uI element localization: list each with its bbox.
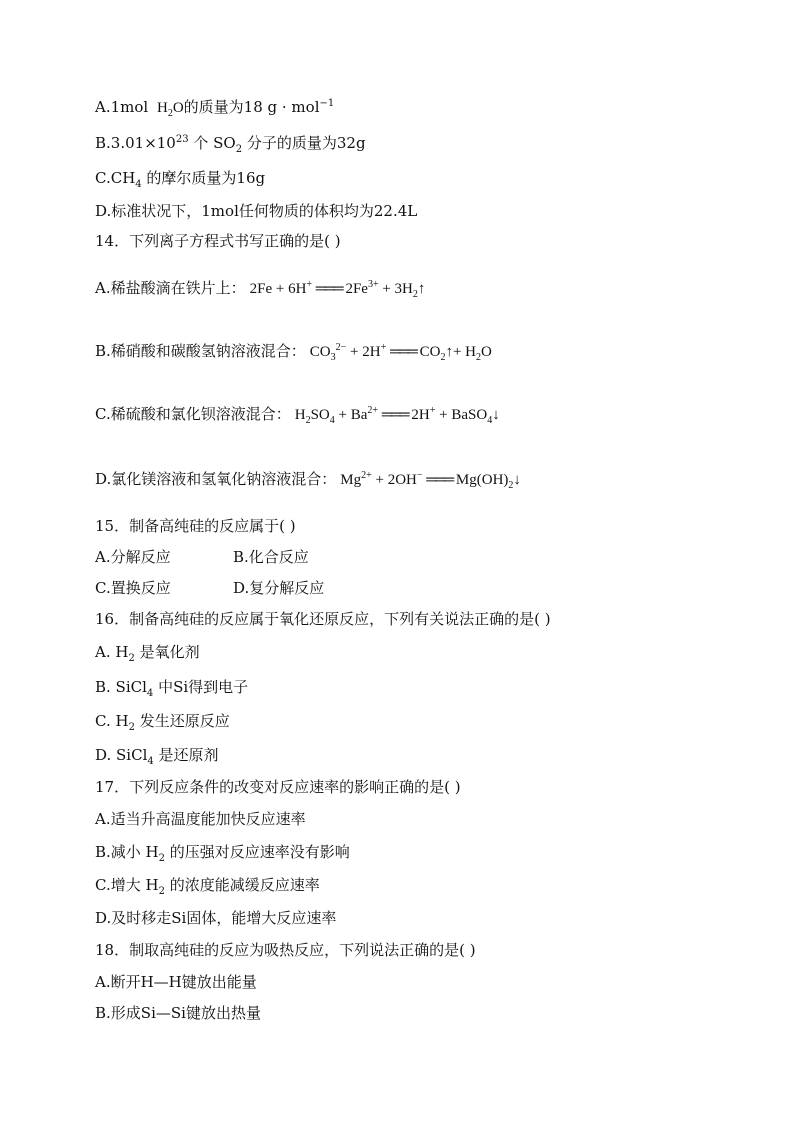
- q15-options-row1: [95, 547, 309, 567]
- q15-option-a: A.分解反应: [95, 548, 171, 566]
- q14-option-d: D.氯化镁溶液和氢氧化钠溶液混合： $Mg^{2+} + 2OH^-$ ═══ $Mg(OH)_2↓$: [95, 470, 521, 491]
- q17-option-b: B.减小 $H_2$ 的压强对反应速率没有影响: [95, 843, 350, 864]
- formula: $H_2SO_4 + Ba^{2+}$ ═══ 2H+ + BaSO$_4$↓: [294, 405, 500, 426]
- q13-option-d: D.标准状况下，1mol任何物质的体积均为22.4L: [95, 202, 418, 220]
- q17-option-c: C.增大 $H_2$ 的浓度能减缓反应速率: [95, 876, 320, 897]
- q16-option-b: B. SiCl$_4$ 中Si得到电子: [95, 678, 249, 699]
- formula: $CO_3^{2-} + 2H^+$ ═══ $CO_2↑+ H_2O$: [309, 342, 492, 363]
- q15-option-d: D.复分解反应: [233, 579, 325, 597]
- q14-stem: 14．下列离子方程式书写正确的是( ): [95, 232, 341, 250]
- q14-option-b: B.稀硝酸和碳酸氢钠溶液混合： $CO_3^{2-} + 2H^+$ ═══ $CO_2↑+ H_2O$: [95, 342, 492, 363]
- q15-options-row2: [95, 578, 325, 598]
- formula: $Mg^{2+} + 2OH^-$ ═══ $Mg(OH)_2↓$: [340, 470, 521, 491]
- formula: 2Fe + 6H+ ═══ $2Fe^{3+}$ + $3H_2↑$: [249, 279, 426, 300]
- q16-stem: 16．制备高纯硅的反应属于氧化还原反应，下列有关说法正确的是( ): [95, 610, 551, 628]
- q15-option-b: B.化合反应: [233, 548, 309, 566]
- q18-stem: 18．制取高纯硅的反应为吸热反应，下列说法正确的是( ): [95, 941, 476, 959]
- q14-option-a: A.稀盐酸滴在铁片上： 2Fe + 6H+ ═══ $2Fe^{3+}$ + $3H_2↑$: [95, 279, 426, 300]
- q15-stem: 15．制备高纯硅的反应属于( ): [95, 517, 296, 535]
- q13-option-b: $B.3.01\times 10^{23}$ 个 $SO_2$ 分子的质量为32g: [95, 134, 366, 155]
- q15-option-c: C.置换反应: [95, 579, 171, 597]
- formula: $H_2O$: [156, 100, 184, 119]
- q18-option-a: A.断开H—H键放出能量: [95, 973, 257, 991]
- q13-option-c: $C.CH_4$ 的摩尔质量为16g: [95, 169, 266, 190]
- q18-option-b: B.形成Si—Si键放出热量: [95, 1004, 261, 1022]
- q16-option-c: C. $H_2$ 发生还原反应: [95, 712, 230, 733]
- q17-stem: 17．下列反应条件的改变对反应速率的影响正确的是( ): [95, 778, 461, 796]
- q16-option-d: D. SiCl$_4$ 是还原剂: [95, 746, 219, 767]
- q17-option-d: D.及时移走Si固体，能增大反应速率: [95, 909, 337, 927]
- q16-option-a: A. $H_2$ 是氧化剂: [95, 643, 200, 664]
- q17-option-a: A.适当升高温度能加快反应速率: [95, 810, 306, 828]
- q14-option-c: C.稀硫酸和氯化钡溶液混合： $H_2SO_4 + Ba^{2+}$ ═══ 2H+ + BaSO$_4$↓: [95, 405, 500, 426]
- q13-option-a: A.1mol $H_2O$的质量为18 g · mol$^{-1}$: [95, 98, 335, 119]
